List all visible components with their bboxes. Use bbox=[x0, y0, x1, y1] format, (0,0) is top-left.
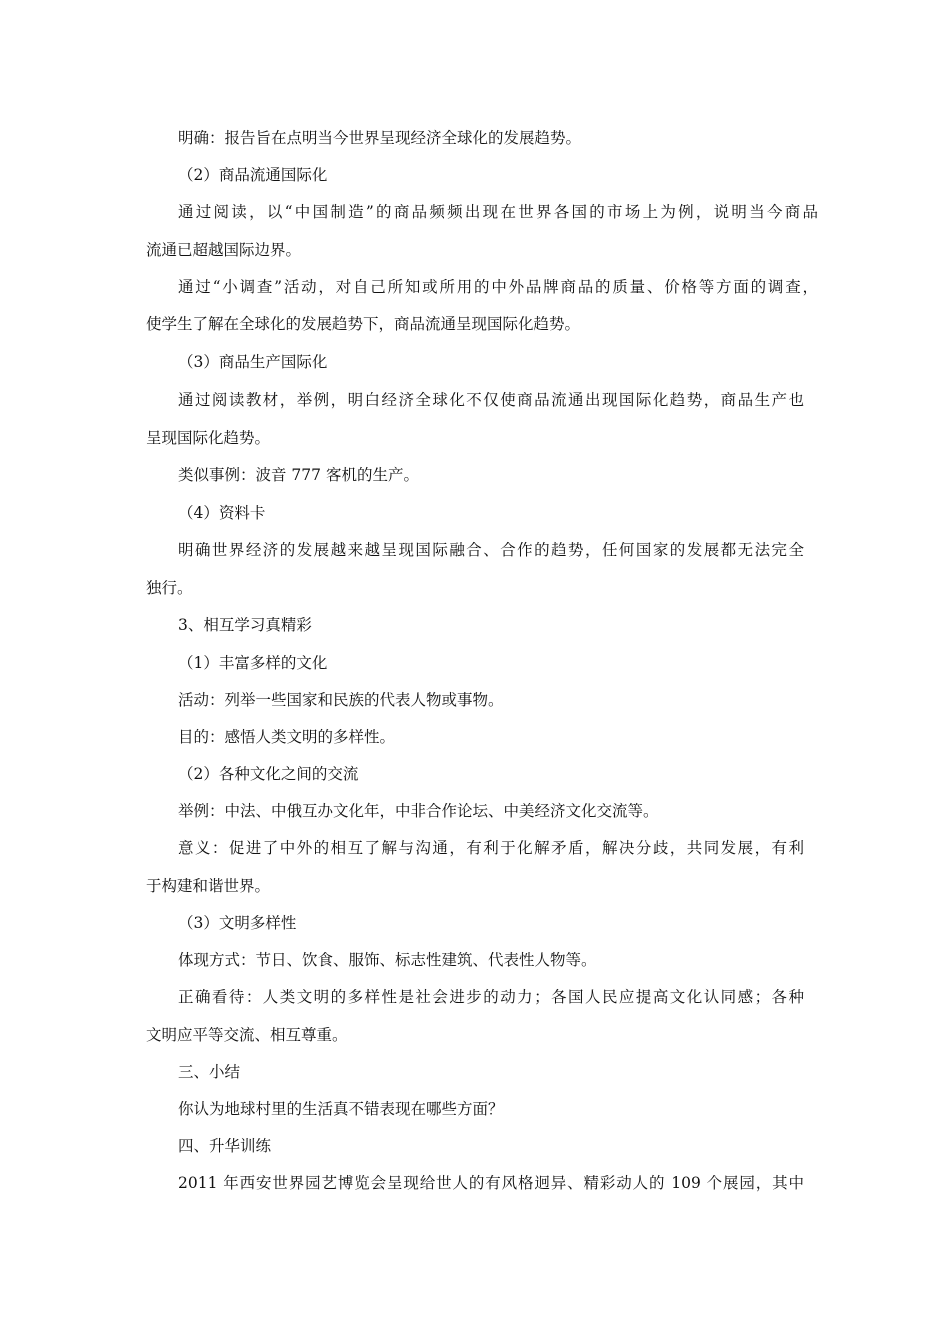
text-line-15: （1）丰富多样的文化 bbox=[178, 654, 328, 672]
text-line-19: 举例：中法、中俄互办文化年，中非合作论坛、中美经济文化交流等。 bbox=[178, 802, 659, 820]
text-line-3: 通过阅读，以“中国制造”的商品频频出现在世界各国的市场上为例，说明当今商品 bbox=[178, 203, 818, 221]
text-line-16: 活动：列举一些国家和民族的代表人物或事物。 bbox=[178, 691, 504, 709]
text-line-14: 3、相互学习真精彩 bbox=[178, 616, 312, 634]
text-line-11: （4）资料卡 bbox=[178, 504, 266, 522]
text-line-1: 明确：报告旨在点明当今世界呈现经济全球化的发展趋势。 bbox=[178, 129, 582, 147]
text-line-29: 2011 年西安世界园艺博览会呈现给世人的有风格迥异、精彩动人的 109 个展园，其中 bbox=[178, 1174, 804, 1192]
text-line-9: 呈现国际化趋势。 bbox=[146, 429, 271, 447]
text-line-20: 意义：促进了中外的相互了解与沟通，有利于化解矛盾，解决分歧，共同发展，有利 bbox=[178, 839, 804, 857]
text-line-8: 通过阅读教材，举例，明白经济全球化不仅使商品流通出现国际化趋势，商品生产也 bbox=[178, 391, 804, 409]
text-line-10: 类似事例：波音 777 客机的生产。 bbox=[178, 466, 419, 484]
text-line-24: 正确看待：人类文明的多样性是社会进步的动力；各国人民应提高文化认同感；各种 bbox=[178, 988, 804, 1006]
text-line-17: 目的：感悟人类文明的多样性。 bbox=[178, 728, 396, 746]
text-line-13: 独行。 bbox=[146, 579, 193, 597]
text-line-22: （3）文明多样性 bbox=[178, 914, 297, 932]
text-line-18: （2）各种文化之间的交流 bbox=[178, 765, 359, 783]
text-line-26: 三、小结 bbox=[178, 1063, 241, 1081]
text-line-21: 于构建和谐世界。 bbox=[146, 877, 271, 895]
text-line-2: （2）商品流通国际化 bbox=[178, 166, 328, 184]
text-line-5: 通过“小调查”活动，对自己所知或所用的中外品牌商品的质量、价格等方面的调查， bbox=[178, 278, 818, 296]
text-line-23: 体现方式：节日、饮食、服饰、标志性建筑、代表性人物等。 bbox=[178, 951, 597, 969]
text-line-12: 明确世界经济的发展越来越呈现国际融合、合作的趋势，任何国家的发展都无法完全 bbox=[178, 541, 804, 559]
text-line-28: 四、升华训练 bbox=[178, 1137, 272, 1155]
text-line-4: 流通已超越国际边界。 bbox=[146, 241, 302, 259]
text-line-6: 使学生了解在全球化的发展趋势下，商品流通呈现国际化趋势。 bbox=[146, 315, 581, 333]
text-line-27: 你认为地球村里的生活真不错表现在哪些方面？ bbox=[178, 1100, 504, 1118]
text-line-25: 文明应平等交流、相互尊重。 bbox=[146, 1026, 348, 1044]
text-line-7: （3）商品生产国际化 bbox=[178, 353, 328, 371]
